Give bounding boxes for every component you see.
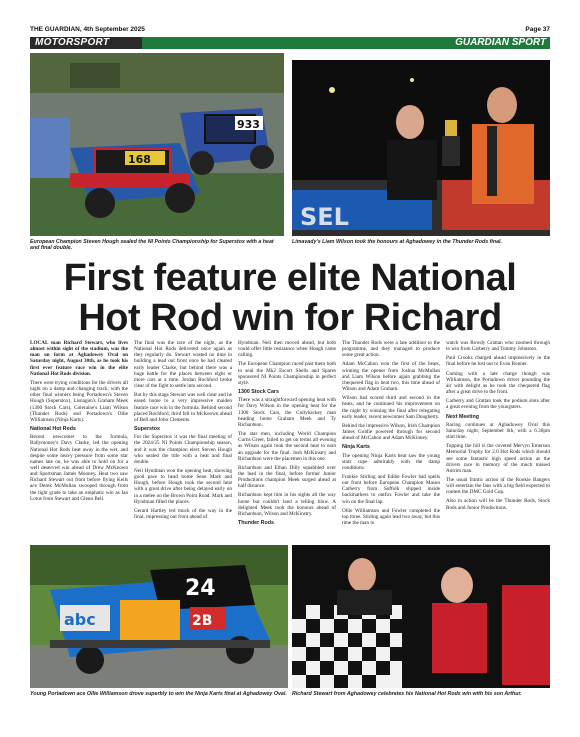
car-number: 168 bbox=[128, 153, 151, 166]
article-paragraph: Coming with a late charge though was Williamson, the Portadown driver pounding the air with delight as he took the chequered flag after a great drive to the front. bbox=[446, 370, 550, 396]
section-band-sport bbox=[142, 37, 550, 49]
article-paragraph: The opening Ninja Karts heat saw the young stars cope admirably with the damp conditions. bbox=[342, 452, 440, 471]
photo-thunder-rods-winner bbox=[292, 60, 550, 236]
photo-ninja-kart bbox=[30, 545, 288, 688]
svg-text:SEL: SEL bbox=[300, 203, 349, 231]
article-subheading: Thunder Rods bbox=[238, 520, 274, 527]
paper-masthead: THE GUARDIAN, 4th September 2025 bbox=[30, 26, 145, 33]
hot-rods-photo-illustration bbox=[292, 545, 550, 688]
article-paragraph: For the Superstox it was the final meeting of the 2024/25 NI Points Championship season, and it was the champion elect Steven Hough who sealed the title with a heat and final double. bbox=[134, 434, 232, 465]
article-paragraph: Also in action will be the Thunder Rods, Stock Rods and Junior Productions. bbox=[446, 498, 550, 511]
article-subheading: Superstox bbox=[134, 426, 160, 433]
article-paragraph: Behind the impressive Wilson, Irish Champion James Goldie powered through for second ahead of McCahon and Adam McKinney. bbox=[342, 422, 440, 442]
article-subheading: Ninja Karts bbox=[342, 444, 370, 451]
photo-hot-rods-winner bbox=[292, 545, 550, 688]
article-column-2 bbox=[134, 340, 232, 523]
article-paragraph: Wilson had scored third and second in the heats, and he continued his improvement on the night by winning the final after relegating early leader, recent newcomer Sam Dougherty. bbox=[342, 395, 440, 420]
photo-superstox bbox=[30, 53, 284, 236]
section-label-right: GUARDIAN SPORT bbox=[455, 37, 546, 48]
article-paragraph: Hyndman. Neil then moved ahead, but both could offer little resistance when Hough came calling. bbox=[238, 340, 336, 359]
article-paragraph: There were trying conditions for the drivers all night on a damp and changing track, with the other final winners being Portadown's Steven Hough (Superstox), Lisnagun's Graham Meek (1300 Stock Cars), Coleraine's Liam Wilson (Thunder Rods) and Portadown's Ollie Williamson (Ninja Karts). bbox=[30, 379, 128, 423]
article-paragraph: The European Champion raced past them both to seal the Mk2 Escort Shells and Spares sponsored NI Points Championship in perfect style. bbox=[238, 361, 336, 386]
ninja-kart-photo-illustration bbox=[30, 545, 288, 688]
article-paragraph: Racing continues at Aghadowey Oval this Saturday night, September 6th, with a 6.30pm start time. bbox=[446, 421, 550, 441]
article-paragraph: The Thunder Rods were a late addition to the programme, and they managed to produce some great action. bbox=[342, 340, 440, 359]
article-headline: First feature elite National Hot Rod win for Richard bbox=[63, 257, 517, 339]
car-number: 933 bbox=[237, 118, 260, 131]
article-subheading: Next Meeting bbox=[446, 413, 479, 420]
superstox-photo-illustration bbox=[30, 53, 284, 236]
caption-top-right: Limavady's Liam Wilson took the honours at Aghadowey in the Thunder Rods final. bbox=[292, 239, 502, 245]
article-paragraph: LOCAL man Richard Stewart, who lives almost within sight of the stadium, was the man on form at Aghadowey Oval on Saturday night, August 30th, as he took his first ever feature race win in the elite National Hot Rods division. bbox=[30, 340, 128, 377]
article-column-5 bbox=[446, 340, 550, 514]
article-paragraph: watch was Rowdy Grattan who zoomed through to win from Carberry and Tommy Johnston. bbox=[446, 340, 550, 353]
article-paragraph: Adam McCahon won the first of the heats, winning the opener from Joshua McMullan and Liam Wilson before again grabbing the chequered flag in heat two, this time ahead of Wilson and Adam Graham. bbox=[342, 361, 440, 393]
article-paragraph: Frankie Stirling and Eddie Fowler had spells out front before European Champion Mason Carberry from Suffolk slipped inside backmarkers to outfox Fowler and take the win on the final lap. bbox=[342, 473, 440, 505]
article-paragraph: Richardson and Ethan Dilly squabbled over the lead in the final, before former Junior Productions champion Meek surged ahead at half distance. bbox=[238, 464, 336, 490]
article-paragraph: There was a straightforward opening heat with for Davy Wilson in the opening heat for the 1300 Stock Cars, the Cullybackey man heading home Graham Meek and Ty Richardson. bbox=[238, 397, 336, 428]
article-subheading: National Hot Rods bbox=[30, 426, 76, 433]
thunder-rods-photo-illustration bbox=[292, 60, 550, 236]
car-number: 2B bbox=[192, 613, 213, 629]
svg-text:abc: abc bbox=[64, 610, 96, 629]
article-paragraph: The star men, including World Champion Curtis Greer, failed to get on terms all evening as Wilson again took the second heat to earn an upgrade for the final. Josh McKinstry and Richardson were the placemen in this one. bbox=[238, 431, 336, 462]
article-paragraph: The final was the race of the night, as the National Hot Rods delivered once again as they regularly do. Stewart wasted no time in building a lead out front once he had cleared early leader Clarke, but behind there was a huge battle for the places between eight or more cars at a time. Jordan Rochford broke clear of the fight to settle into second. bbox=[134, 340, 232, 390]
caption-top-left: European Champion Steven Hough sealed the NI Points Championship for Superstox with a heat and final double. bbox=[30, 239, 274, 252]
article-paragraph: Carberry and Grattan took the podium slots after a great evening from the youngsters. bbox=[446, 398, 550, 411]
section-label: MOTORSPORT bbox=[35, 37, 110, 48]
article-column-4 bbox=[342, 340, 440, 529]
page-number: Page 37 bbox=[525, 26, 550, 33]
caption-bottom-left: Young Portadown ace Ollie Williamson drove superbly to win the Ninja Karts final at Aghadowey Oval. bbox=[30, 691, 287, 697]
article-paragraph: But by this stage Stewart was well clear and he eased home to a very impressive maiden feature race win in the formula. Behind second placed Rochford, third fell to McKeown ahead of Bell and John Clements. bbox=[134, 392, 232, 423]
section-band-motorsport bbox=[30, 37, 142, 49]
article-paragraph: Richardson kept him in his sights all the way home but couldn't land a telling blow. A delighted Meek took the honours ahead of Richardson, Wilson and McKinstry. bbox=[238, 492, 336, 517]
article-column-1 bbox=[30, 340, 128, 505]
article-column-3 bbox=[238, 340, 336, 528]
article-paragraph: Paul Crooks charged ahead impressively in the final before he lost out to Evan Bonner. bbox=[446, 355, 550, 368]
article-paragraph: Ollie Williamson and Fowler completed the top three. Stirling again lead two away, but this time the man to bbox=[342, 507, 440, 527]
article-paragraph: Neil Hyndman won the opening heat, showing good pace to head home Sean Mark and Hough, before Hough took the second heat with a great drive after being delayed early on in a melee on the Brown Point Road. Mark and Hyndman filled the places. bbox=[134, 467, 232, 505]
article-paragraph: The usual frantic action of the Rookie Bangers will entertain the fans with a big field expected to contest the DMC Gold Cup. bbox=[446, 476, 550, 496]
article-paragraph: Gerard Hartley led much of the way in the final, impressing out front ahead of bbox=[134, 507, 232, 521]
car-number: 24 bbox=[185, 576, 216, 601]
article-paragraph: Topping the bill is the coveted Mervyn Emerson Memorial Trophy for 2.0 Hot Rods which should see some fantastic high speed action as the drivers race in memory of the much missed Antrim man. bbox=[446, 443, 550, 474]
caption-bottom-right: Richard Stewart from Aghadowey celebrates his National Hot Rods win with his son Arthur. bbox=[292, 691, 522, 697]
article-paragraph: Recent newcomer to the formula, Ballymoney's Davy Clarke, led the opening National Hot Rods heat away in the wet, and despite some heavy pressure from some star names late on, he was able to hold on for a well deserved win ahead of Drew McKeown and Sportsman James Mooney. Heat two saw Richard Stewart out from before flying Kells ace Derek McMullan swooped through from the tight grade to take an emphatic win as Ian Lotus from Stewart and Glenn Bell. bbox=[30, 434, 128, 502]
article-subheading: 1300 Stock Cars bbox=[238, 389, 279, 396]
